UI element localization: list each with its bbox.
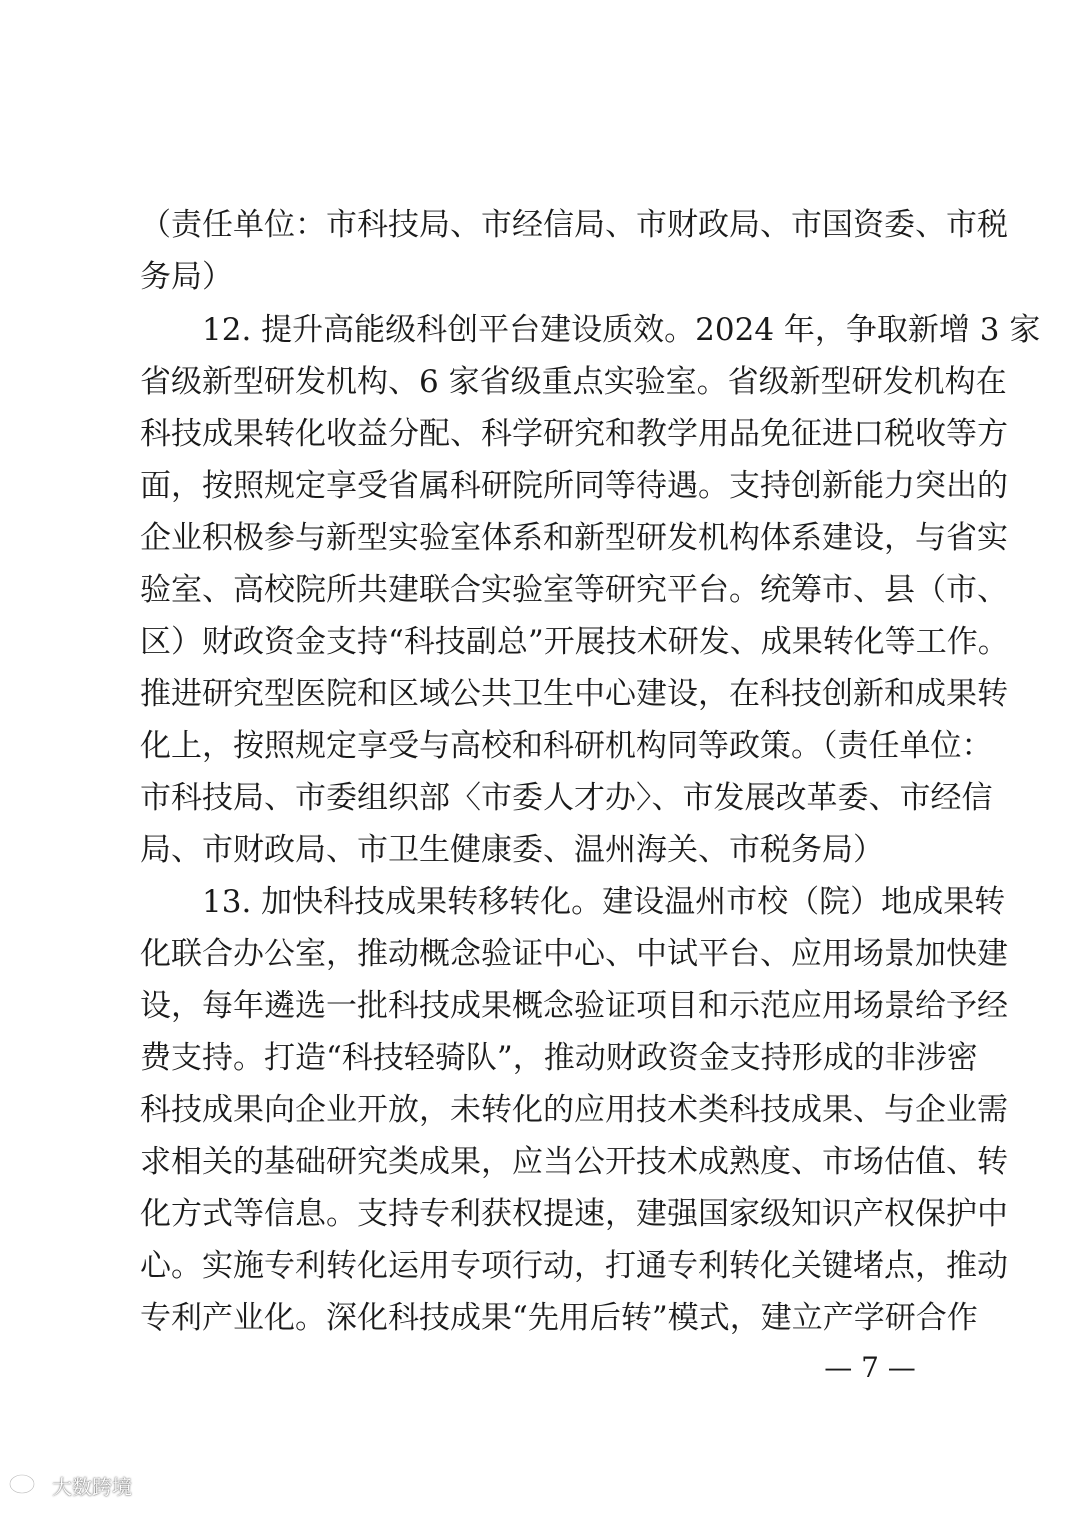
- text-line: 科技成果向企业开放，未转化的应用技术类科技成果、与企业需: [140, 1092, 1008, 1128]
- text-line: 市科技局、市委组织部〈市委人才办〉、市发展改革委、市经信: [140, 780, 993, 816]
- text-line: 化上，按照规定享受与高校和科研机构同等政策。（责任单位：: [140, 728, 993, 764]
- text-line: （责任单位：市科技局、市经信局、市财政局、市国资委、市税: [140, 207, 1008, 243]
- text-line: 求相关的基础研究类成果，应当公开技术成熟度、市场估值、转: [140, 1144, 1008, 1180]
- text-line: 面，按照规定享受省属科研院所同等待遇。支持创新能力突出的: [140, 468, 1008, 504]
- chat-bubble-logo-icon: [8, 1472, 48, 1498]
- text-line: 验室、高校院所共建联合实验室等研究平台。统筹市、县（市、: [140, 572, 1008, 608]
- text-line: 推进研究型医院和区域公共卫生中心建设，在科技创新和成果转: [140, 676, 1008, 712]
- text-line: 专利产业化。深化科技成果“先用后转”模式，建立产学研合作: [140, 1300, 978, 1336]
- section-12-heading-line: 12. 提升高能级科创平台建设质效。2024 年，争取新增 3 家: [202, 312, 1041, 348]
- text-line: 局、市财政局、市卫生健康委、温州海关、市税务局）: [140, 832, 884, 868]
- text-line: 区）财政资金支持“科技副总”开展技术研发、成果转化等工作。: [140, 624, 1009, 660]
- text-line: 心。实施专利转化运用专项行动，打通专利转化关键堵点，推动: [140, 1248, 1008, 1284]
- text-line: 化联合办公室，推动概念验证中心、中试平台、应用场景加快建: [140, 936, 1008, 972]
- text-line: 化方式等信息。支持专利获权提速，建强国家级知识产权保护中: [140, 1196, 1008, 1232]
- watermark: [8, 1470, 132, 1500]
- text-line: 企业积极参与新型实验室体系和新型研发机构体系建设，与省实: [140, 520, 1008, 556]
- text-line: 设，每年遴选一批科技成果概念验证项目和示范应用场景给予经: [140, 988, 1008, 1024]
- text-line: 务局）: [140, 259, 233, 295]
- section-13-heading-line: 13. 加快科技成果转移转化。建设温州市校（院）地成果转: [202, 884, 1006, 920]
- text-line: 省级新型研发机构、6 家省级重点实验室。省级新型研发机构在: [140, 364, 1007, 400]
- text-line: 科技成果转化收益分配、科学研究和教学用品免征进口税收等方: [140, 416, 1008, 452]
- page-number: — 7 —: [824, 1351, 916, 1384]
- watermark-text: 大数跨境: [52, 1474, 132, 1499]
- text-line: 费支持。打造“科技轻骑队”，推动财政资金支持形成的非涉密: [140, 1040, 978, 1076]
